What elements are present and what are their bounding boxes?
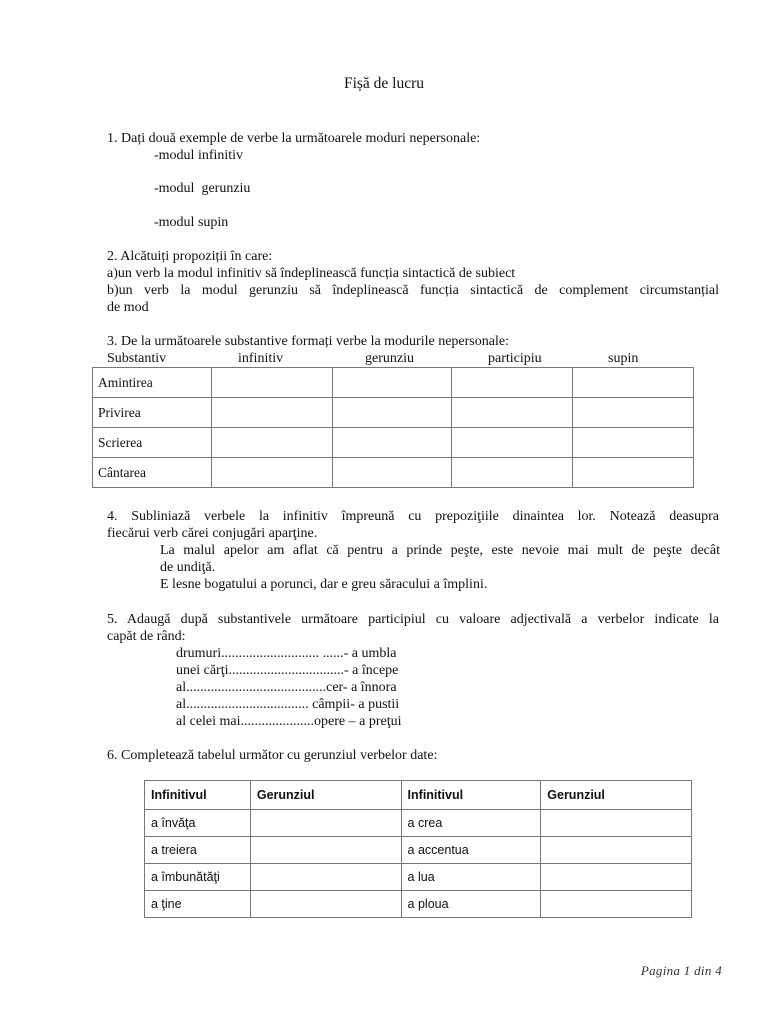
table-row: [145, 837, 692, 864]
ex6-verb-cell: a ţine: [145, 891, 251, 918]
answer-cell[interactable]: [332, 398, 452, 428]
answer-cell[interactable]: [541, 891, 692, 918]
ex4-prompt-line1: 4. Subliniază verbele la infinitiv împreună cu prepoziţiile dinaintea lor. Notează deasupra: [107, 509, 719, 524]
ex6-verb-cell: a învăţa: [145, 810, 251, 837]
table-row: [93, 428, 694, 458]
answer-cell[interactable]: [573, 398, 694, 428]
answer-cell[interactable]: [211, 428, 332, 458]
ex1-prompt: 1. Dați două exemple de verbe la următoarele moduri nepersonale:: [107, 131, 481, 146]
ex5-item: al................................... câmpii- a pustii: [176, 697, 400, 712]
answer-cell[interactable]: [211, 368, 332, 398]
table-row: [145, 891, 692, 918]
answer-cell[interactable]: [541, 837, 692, 864]
page-number: Pagina 1 din 4: [640, 963, 722, 978]
ex5-item: al........................................cer- a înnora: [176, 680, 397, 695]
ex5-item: drumuri............................ ......- a umbla: [176, 646, 397, 661]
answer-cell[interactable]: [250, 837, 401, 864]
ex5-prompt-line1: 5. Adaugă după substantivele următoare participiul cu valoare adjectivală a verbelor indicate la: [107, 612, 719, 627]
ex6-verb-cell: a ploua: [401, 891, 541, 918]
ex5-item: al celei mai.....................opere – a preţui: [176, 714, 402, 729]
answer-cell[interactable]: [211, 398, 332, 428]
ex3-prompt: 3. De la următoarele substantive formați verbe la modurile nepersonale:: [107, 334, 509, 349]
ex4-sentence2: E lesne bogatului a porunci, dar e greu săracului a împlini.: [160, 577, 488, 592]
answer-cell[interactable]: [452, 458, 573, 488]
table-row: [93, 398, 694, 428]
ex2-item-b-line2: de mod: [107, 300, 149, 315]
ex6-header-gerunziu: Gerunziul: [541, 781, 692, 810]
answer-cell[interactable]: [573, 458, 694, 488]
page-title: Fișă de lucru: [343, 75, 425, 92]
ex6-table: [144, 780, 692, 918]
ex5-item: unei cărţi.................................- a începe: [176, 663, 399, 678]
ex6-verb-cell: a îmbunătăţi: [145, 864, 251, 891]
ex6-verb-cell: a lua: [401, 864, 541, 891]
table-row: [145, 810, 692, 837]
ex3-noun-cell: Cântarea: [93, 458, 212, 488]
answer-cell[interactable]: [250, 891, 401, 918]
ex4-sentence1-line2: de undiţă.: [160, 560, 216, 575]
ex2-item-a: a)un verb la modul infinitiv să îndeplinească funcția sintactică de subiect: [107, 266, 516, 281]
ex6-prompt: 6. Completează tabelul următor cu gerunziul verbelor date:: [107, 748, 438, 763]
answer-cell[interactable]: [332, 428, 452, 458]
ex2-item-b-line1: b)un verb la modul gerunziu să îndeplinească funcția sintactică de complement circumstanțial: [107, 283, 719, 298]
ex1-item-gerunziu: -modul gerunziu: [154, 181, 251, 196]
ex6-verb-cell: a accentua: [401, 837, 541, 864]
ex6-header-infinitiv: Infinitivul: [401, 781, 541, 810]
ex3-header-participiu: participiu: [488, 351, 542, 366]
answer-cell[interactable]: [332, 458, 452, 488]
answer-cell[interactable]: [573, 428, 694, 458]
table-row: [93, 368, 694, 398]
answer-cell[interactable]: [541, 864, 692, 891]
ex6-verb-cell: a crea: [401, 810, 541, 837]
ex3-header-substantiv: Substantiv: [107, 351, 167, 366]
table-row: [145, 864, 692, 891]
answer-cell[interactable]: [250, 864, 401, 891]
ex3-noun-cell: Privirea: [93, 398, 212, 428]
answer-cell[interactable]: [541, 810, 692, 837]
ex4-sentence1-line1: La malul apelor am aflat că pentru a prinde peşte, este nevoie mai mult de peşte decât: [160, 543, 720, 558]
ex3-header-infinitiv: infinitiv: [238, 351, 284, 366]
ex1-item-infinitiv: -modul infinitiv: [154, 148, 244, 163]
table-header-row: [145, 781, 692, 810]
answer-cell[interactable]: [452, 428, 573, 458]
answer-cell[interactable]: [573, 368, 694, 398]
ex6-header-infinitiv: Infinitivul: [145, 781, 251, 810]
ex6-verb-cell: a treiera: [145, 837, 251, 864]
ex3-noun-cell: Scrierea: [93, 428, 212, 458]
answer-cell[interactable]: [452, 368, 573, 398]
ex3-header-gerunziu: gerunziu: [365, 351, 414, 366]
ex5-prompt-line2: capăt de rând:: [107, 629, 186, 644]
ex6-header-gerunziu: Gerunziul: [250, 781, 401, 810]
answer-cell[interactable]: [452, 398, 573, 428]
answer-cell[interactable]: [250, 810, 401, 837]
answer-cell[interactable]: [211, 458, 332, 488]
table-row: [93, 458, 694, 488]
ex1-item-supin: -modul supin: [154, 215, 229, 230]
ex3-noun-cell: Amintirea: [93, 368, 212, 398]
ex3-header-supin: supin: [608, 351, 639, 366]
ex4-prompt-line2: fiecărui verb cărei conjugări aparţine.: [107, 526, 318, 541]
answer-cell[interactable]: [332, 368, 452, 398]
ex3-table: [92, 367, 694, 488]
ex2-prompt: 2. Alcătuiți propoziții în care:: [107, 249, 273, 264]
